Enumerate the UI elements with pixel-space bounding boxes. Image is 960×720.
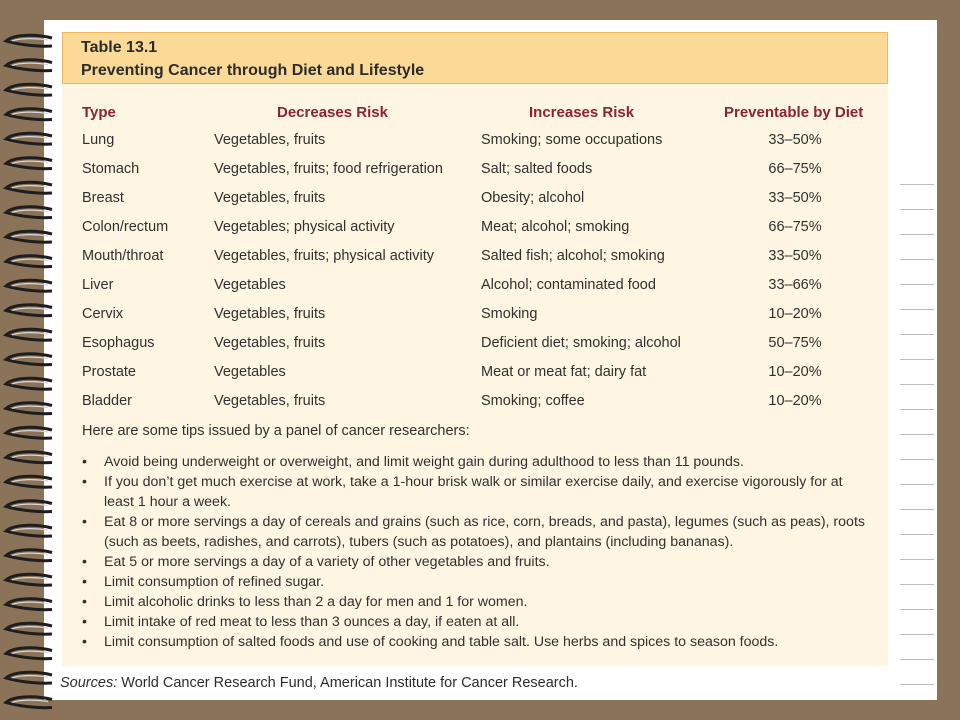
cell-type: Prostate [82, 364, 136, 380]
table-row [62, 219, 888, 248]
table-row [62, 335, 888, 364]
binding-ring-highlight [12, 235, 48, 237]
sources-text: World Cancer Research Fund, American Institute for Cancer Research. [121, 675, 578, 691]
cell-decreases: Vegetables, fruits [214, 132, 326, 148]
binding-ring-highlight [12, 308, 48, 310]
cell-increases: Salted fish; alcohol; smoking [481, 248, 665, 264]
bullet-icon: • [82, 634, 87, 650]
bullet-icon: • [82, 614, 87, 630]
cell-type: Liver [82, 277, 114, 293]
rule-line [900, 610, 934, 635]
cell-increases: Smoking; coffee [481, 393, 585, 409]
rule-line [900, 260, 934, 285]
cell-decreases: Vegetables, fruits [214, 190, 326, 206]
cell-type: Esophagus [82, 335, 155, 351]
rule-line [900, 435, 934, 460]
tip-item [82, 472, 872, 512]
cell-type: Mouth/throat [82, 248, 164, 264]
binding-ring-highlight [12, 210, 48, 212]
tip-item [82, 572, 872, 592]
cell-type: Bladder [82, 393, 132, 409]
binding-ring-highlight [12, 578, 48, 580]
cell-decreases: Vegetables; physical activity [214, 219, 395, 235]
binding-ring-highlight [12, 602, 48, 604]
cell-increases: Deficient diet; smoking; alcohol [481, 335, 681, 351]
table-row [62, 393, 888, 422]
tip-text: If you don’t get much exercise at work, take a 1-hour brisk walk or similar exercise daily, and exercise vigorously for at least 1 hour a week. [104, 474, 843, 510]
tip-text: Eat 8 or more servings a day of cereals and grains (such as rice, corn, breads, and pasta), legumes (such as peas), roots (such as beets, radishes, and carrots), tubers (such as potatoes), and plantains (including bananas). [104, 514, 865, 550]
cell-preventable: 66–75% [768, 161, 822, 177]
tip-text: Limit alcoholic drinks to less than 2 a day for men and 1 for women. [104, 594, 528, 610]
binding-ring-highlight [12, 161, 48, 163]
tip-item [82, 452, 872, 472]
cell-preventable: 10–20% [768, 364, 822, 380]
binding-ring-highlight [12, 284, 48, 286]
table-number: Table 13.1 [81, 39, 158, 56]
cell-increases: Smoking [481, 306, 538, 322]
binding-ring-highlight [12, 406, 48, 408]
binding-ring-highlight [12, 39, 48, 41]
rule-line [900, 535, 934, 560]
cell-decreases: Vegetables [214, 277, 286, 293]
rule-line [900, 585, 934, 610]
tip-item [82, 632, 872, 652]
table-row [62, 161, 888, 190]
tip-text: Eat 5 or more servings a day of a variety of other vegetables and fruits. [104, 554, 550, 570]
binding-ring-highlight [12, 333, 48, 335]
binding-ring-highlight [12, 529, 48, 531]
cell-decreases: Vegetables, fruits; food refrigeration [214, 161, 443, 177]
binding-ring-highlight [12, 651, 48, 653]
cell-type: Cervix [82, 306, 124, 322]
tip-item [82, 552, 872, 572]
column-header-type: Type [82, 104, 116, 121]
rule-line [900, 660, 934, 685]
binding-ring-highlight [12, 112, 48, 114]
rule-line [900, 485, 934, 510]
rule-line [900, 385, 934, 410]
rule-line [900, 210, 934, 235]
binding-ring-highlight [12, 431, 48, 433]
cell-preventable: 10–20% [768, 306, 822, 322]
binding-ring-highlight [12, 186, 48, 188]
binding-ring-highlight [12, 676, 48, 678]
tip-text: Limit consumption of salted foods and use of cooking and table salt. Use herbs and spices to season foods. [104, 634, 779, 650]
rule-line [900, 185, 934, 210]
tip-text: Avoid being underweight or overweight, and limit weight gain during adulthood to less than 11 pounds. [104, 454, 744, 470]
cell-increases: Meat; alcohol; smoking [481, 219, 630, 235]
bullet-icon: • [82, 554, 87, 570]
cell-decreases: Vegetables, fruits; physical activity [214, 248, 435, 264]
table-row [62, 132, 888, 161]
cell-increases: Smoking; some occupations [481, 132, 663, 148]
table-row [62, 306, 888, 335]
tip-item [82, 512, 872, 552]
sources-label: Sources: [60, 675, 118, 691]
cell-type: Colon/rectum [82, 219, 169, 235]
binding-ring-highlight [12, 627, 48, 629]
table-row [62, 190, 888, 219]
table-row [62, 277, 888, 306]
cell-preventable: 50–75% [768, 335, 822, 351]
cell-preventable: 33–50% [768, 190, 822, 206]
binding-ring-highlight [12, 88, 48, 90]
binding-ring-highlight [12, 455, 48, 457]
cell-increases: Obesity; alcohol [481, 190, 585, 206]
rule-line [900, 560, 934, 585]
cell-decreases: Vegetables, fruits [214, 335, 326, 351]
binding-ring-highlight [12, 700, 48, 702]
rule-line [900, 310, 934, 335]
cell-type: Stomach [82, 161, 140, 177]
binding-ring-highlight [12, 504, 48, 506]
cell-preventable: 33–66% [768, 277, 822, 293]
binding-ring-highlight [12, 357, 48, 359]
rule-line [900, 235, 934, 260]
rule-line [900, 410, 934, 435]
tips-list [82, 452, 872, 652]
rule-line [900, 360, 934, 385]
sources-line [60, 675, 578, 691]
rule-line [900, 285, 934, 310]
column-header-decreases: Decreases Risk [277, 104, 388, 121]
cell-decreases: Vegetables, fruits [214, 306, 326, 322]
bullet-icon: • [82, 594, 87, 610]
cell-decreases: Vegetables [214, 364, 286, 380]
binding-ring-highlight [12, 480, 48, 482]
cell-type: Lung [82, 132, 115, 148]
bullet-icon: • [82, 574, 87, 590]
binding-ring-highlight [12, 553, 48, 555]
tip-item [82, 592, 872, 612]
cell-preventable: 66–75% [768, 219, 822, 235]
bullet-icon: • [82, 474, 87, 490]
rule-line [900, 635, 934, 660]
cell-increases: Salt; salted foods [481, 161, 593, 177]
tip-item [82, 612, 872, 632]
rule-line [900, 460, 934, 485]
notebook-lines [900, 160, 934, 685]
cell-preventable: 33–50% [768, 248, 822, 264]
binding-ring-highlight [12, 259, 48, 261]
bullet-icon: • [82, 454, 87, 470]
rule-line [900, 510, 934, 535]
cell-increases: Meat or meat fat; dairy fat [481, 364, 647, 380]
table-title: Preventing Cancer through Diet and Lifestyle [81, 62, 425, 79]
rule-line [900, 160, 934, 185]
table-row [62, 364, 888, 393]
table-header-band [62, 32, 888, 84]
spiral-binding-icon [0, 0, 60, 720]
cell-preventable: 10–20% [768, 393, 822, 409]
bullet-icon: • [82, 514, 87, 530]
cell-preventable: 33–50% [768, 132, 822, 148]
cell-type: Breast [82, 190, 124, 206]
binding-ring-highlight [12, 63, 48, 65]
cell-decreases: Vegetables, fruits [214, 393, 326, 409]
rule-line [900, 335, 934, 360]
tip-text: Limit consumption of refined sugar. [104, 574, 325, 590]
cell-increases: Alcohol; contaminated food [481, 277, 656, 293]
table-row [62, 248, 888, 277]
column-header-preventable: Preventable by Diet [724, 104, 864, 121]
tip-text: Limit intake of red meat to less than 3 ounces a day, if eaten at all. [104, 614, 520, 630]
binding-ring-highlight [12, 382, 48, 384]
tips-intro: Here are some tips issued by a panel of cancer researchers: [82, 423, 470, 439]
binding-ring-highlight [12, 137, 48, 139]
column-header-increases: Increases Risk [529, 104, 635, 121]
